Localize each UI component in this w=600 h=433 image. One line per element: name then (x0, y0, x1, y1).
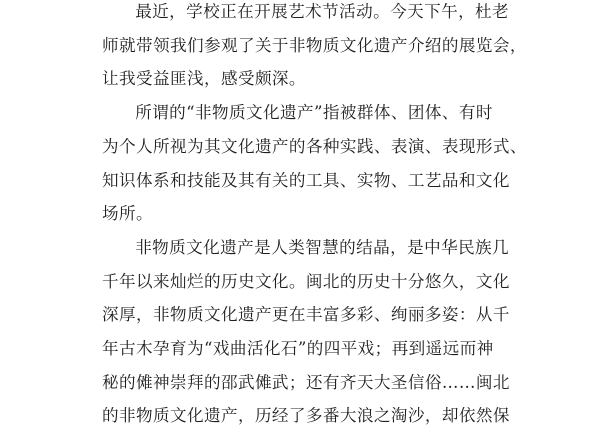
text-line: 年古木孕育为“戏曲活化石”的四平戏；再到遥远而神 (102, 339, 494, 359)
text-line: 为个人所视为其文化遗产的各种实践、表演、表现形式、 (102, 136, 527, 156)
text-line: 所谓的“非物质文化遗产”指被群体、团体、有时 (135, 103, 493, 123)
text-line: 深厚，非物质文化遗产更在丰富多彩、绚丽多姿：从千 (102, 305, 510, 325)
body-text (102, 0, 527, 433)
text-line: 的非物质文化遗产，历经了多番大浪之淘沙，却依然保 (102, 406, 510, 426)
text-line: 最近，学校正在开展艺术节活动。今天下午，杜老 (135, 2, 510, 21)
text-line: 场所。 (102, 204, 153, 224)
paragraph-2 (102, 96, 527, 231)
text-line: 让我受益匪浅，感受颇深。 (102, 69, 306, 89)
text-line: 知识体系和技能及其有关的工具、实物、工艺品和文化 (102, 170, 510, 190)
text-line: 千年以来灿烂的历史文化。闽北的历史十分悠久，文化 (102, 271, 510, 291)
paragraph-3 (102, 231, 512, 433)
text-line: 非物质文化遗产是人类智慧的结晶，是中华民族几 (135, 237, 510, 257)
text-line: 师就带领我们参观了关于非物质文化遗产介绍的展览会， (102, 35, 527, 55)
paragraph-1 (102, 0, 527, 96)
text-line: 秘的傩神崇拜的邵武傩武；还有齐天大圣信俗……闽北 (102, 372, 510, 392)
